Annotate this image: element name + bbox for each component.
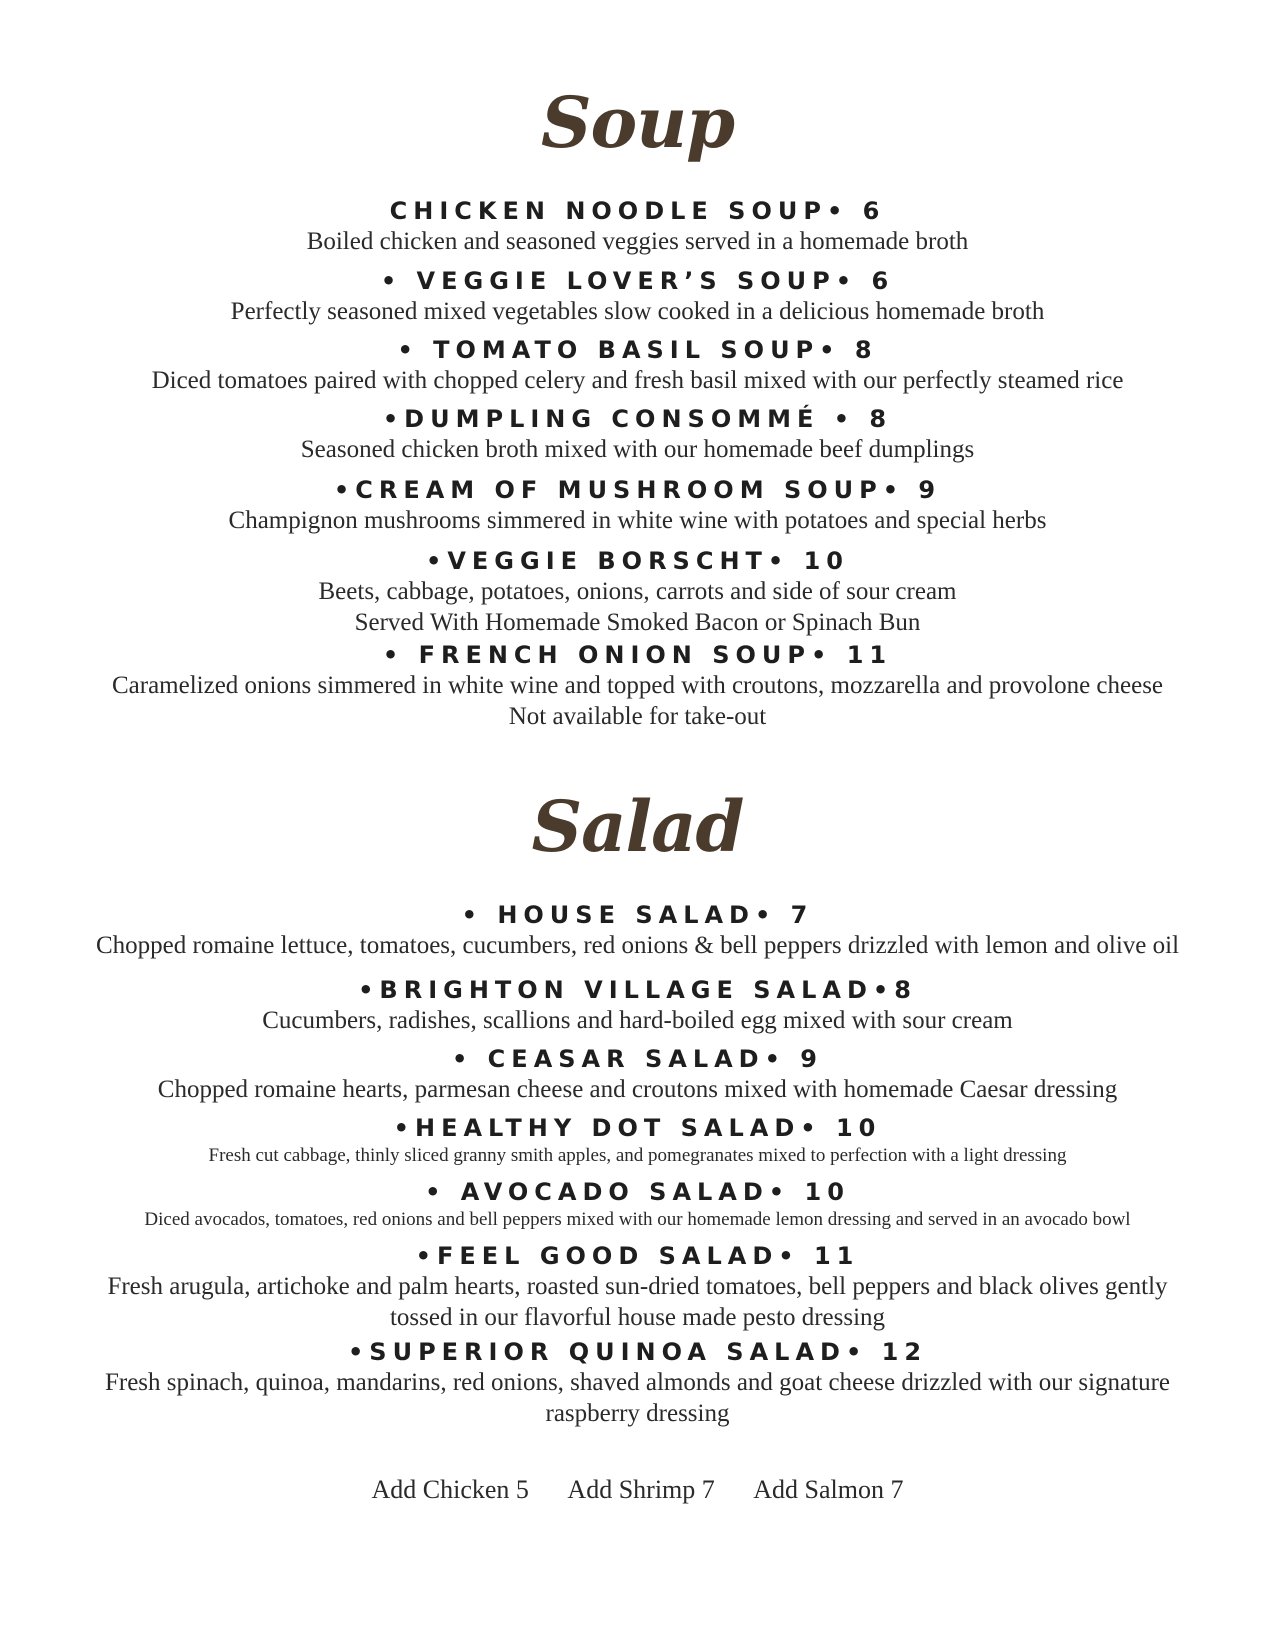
item-description: Fresh arugula, artichoke and palm hearts, roasted sun-dried tomatoes, bell peppers and black olives gently <box>107 1273 1168 1300</box>
soup-item-veggie-lovers <box>20 266 1255 327</box>
item-description: Chopped romaine lettuce, tomatoes, cucumbers, red onions & bell peppers drizzled with lemon and olive oil <box>95 932 1180 959</box>
item-description: Beets, cabbage, potatoes, onions, carrots and side of sour cream <box>318 578 957 605</box>
addon-shrimp: Add Shrimp 7 <box>567 1475 715 1504</box>
item-description: Caramelized onions simmered in white wine and topped with croutons, mozzarella and provolone cheese <box>111 672 1164 699</box>
salad-item-avocado <box>20 1177 1255 1233</box>
item-description-note: Served With Homemade Smoked Bacon or Spinach Bun <box>354 609 921 636</box>
item-name: CHICKEN NOODLE SOUP• 6 <box>389 197 886 225</box>
salad-item-feel-good <box>20 1241 1255 1333</box>
addons-row <box>0 1475 1275 1505</box>
item-name: •VEGGIE BORSCHT• 10 <box>425 547 849 575</box>
soup-item-veggie-borscht <box>20 546 1255 638</box>
soup-item-cream-of-mushroom <box>20 475 1255 536</box>
item-name: •HEALTHY DOT SALAD• 10 <box>393 1114 882 1142</box>
salad-item-ceasar <box>20 1044 1255 1105</box>
addon-chicken: Add Chicken 5 <box>371 1475 529 1504</box>
item-name: •BRIGHTON VILLAGE SALAD•8 <box>358 976 917 1004</box>
item-description: Boiled chicken and seasoned veggies served in a homemade broth <box>306 228 969 255</box>
item-description: Seasoned chicken broth mixed with our homemade beef dumplings <box>300 436 975 463</box>
soup-item-chicken-noodle <box>20 196 1255 257</box>
item-description: Perfectly seasoned mixed vegetables slow cooked in a delicious homemade broth <box>230 298 1045 325</box>
soup-section-title: Soup <box>540 81 735 164</box>
soup-item-dumpling-consomme <box>20 404 1255 465</box>
item-description: Diced tomatoes paired with chopped celery and fresh basil mixed with our perfectly steamed rice <box>151 367 1124 394</box>
item-name: • AVOCADO SALAD• 10 <box>425 1178 850 1206</box>
item-description: Diced avocados, tomatoes, red onions and bell peppers mixed with our homemade lemon dressing and served in an avocado bowl <box>144 1209 1131 1230</box>
item-description: Champignon mushrooms simmered in white wine with potatoes and special herbs <box>228 507 1047 534</box>
item-description-continued: raspberry dressing <box>545 1400 730 1427</box>
item-name: •SUPERIOR QUINOA SALAD• 12 <box>347 1338 928 1366</box>
item-description-note: Not available for take-out <box>508 703 767 730</box>
item-description: Fresh cut cabbage, thinly sliced granny smith apples, and pomegranates mixed to perfection with a light dressing <box>208 1145 1067 1166</box>
item-name: •CREAM OF MUSHROOM SOUP• 9 <box>333 476 942 504</box>
item-name: • CEASAR SALAD• 9 <box>451 1045 823 1073</box>
item-description: Fresh spinach, quinoa, mandarins, red onions, shaved almonds and goat cheese drizzled with our signature <box>104 1369 1170 1396</box>
salad-section-title: Salad <box>531 785 744 868</box>
salad-item-superior-quinoa <box>20 1337 1255 1429</box>
soup-item-tomato-basil <box>20 335 1255 396</box>
item-name: • TOMATO BASIL SOUP• 8 <box>397 336 878 364</box>
addon-salmon: Add Salmon 7 <box>753 1475 904 1504</box>
item-name: • HOUSE SALAD• 7 <box>461 901 814 929</box>
salad-item-healthy-dot <box>20 1113 1255 1169</box>
item-description: Cucumbers, radishes, scallions and hard-boiled egg mixed with sour cream <box>262 1007 1013 1034</box>
soup-item-french-onion <box>20 640 1255 732</box>
item-name: • VEGGIE LOVER’S SOUP• 6 <box>380 267 895 295</box>
item-name: •FEEL GOOD SALAD• 11 <box>415 1242 860 1270</box>
item-name: • FRENCH ONION SOUP• 11 <box>382 641 893 669</box>
item-description: Chopped romaine hearts, parmesan cheese and croutons mixed with homemade Caesar dressing <box>157 1076 1118 1103</box>
item-description-continued: tossed in our flavorful house made pesto dressing <box>389 1304 886 1331</box>
item-name: •DUMPLING CONSOMMÉ • 8 <box>382 405 893 433</box>
salad-item-brighton-village <box>20 975 1255 1036</box>
salad-item-house <box>20 900 1255 961</box>
